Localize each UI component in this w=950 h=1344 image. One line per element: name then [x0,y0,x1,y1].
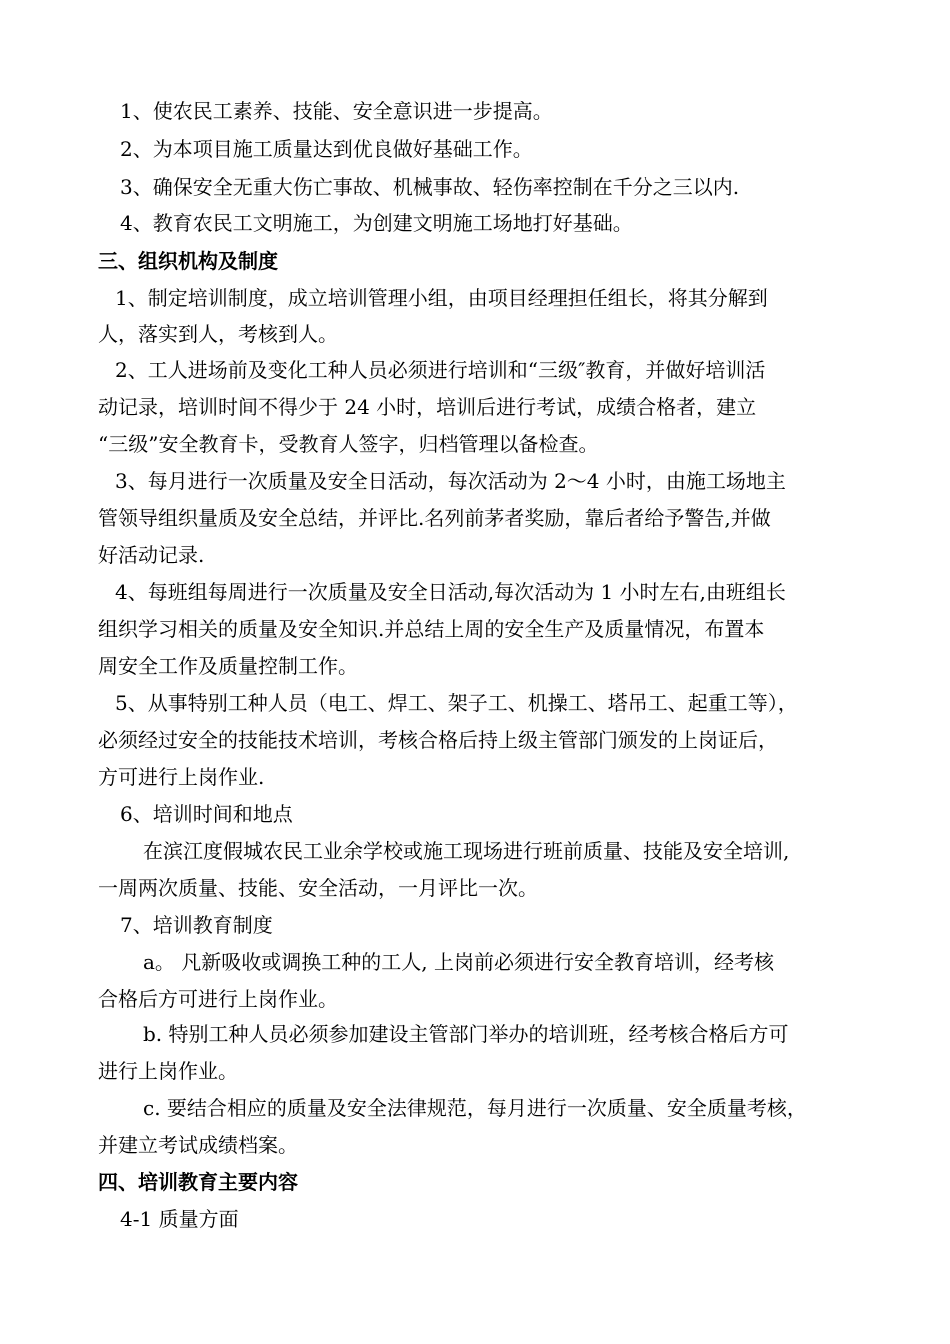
goal-item-4: 4、教育农民工文明施工，为创建文明施工场地打好基础。 [120,211,633,235]
rule-4-line-3: 周安全工作及质量控制工作。 [98,654,358,678]
rule-7-title: 7、培训教育制度 [120,913,273,937]
goal-item-1: 1、使农民工素养、技能、安全意识进一步提高。 [120,99,553,123]
rule-1-line-2: 人，落实到人，考核到人。 [98,322,338,346]
rule-5-line-1: 5、从事特别工种人员（电工、焊工、架子工、机操工、塔吊工、起重工等）， [115,691,798,715]
rule-5-line-3: 方可进行上岗作业. [98,765,265,789]
rule-2-line-1: 2、工人进场前及变化工种人员必须进行培训和“三级″教育，并做好培训活 [115,358,766,382]
section-heading-training-content: 四、培训教育主要内容 [98,1170,298,1194]
subsection-quality: 4-1 质量方面 [120,1207,239,1231]
rule-6-line-2: 一周两次质量、技能、安全活动，一月评比一次。 [98,876,538,900]
goal-item-2: 2、为本项目施工质量达到优良做好基础工作。 [120,137,533,161]
rule-7b-line-2: 进行上岗作业。 [98,1059,238,1083]
rule-1-line-1: 1、制定培训制度，成立培训管理小组，由项目经理担任组长，将其分解到 [115,286,768,310]
rule-7c-line-2: 并建立考试成绩档案。 [98,1133,298,1157]
rule-6-line-1: 在滨江度假城农民工业余学校或施工现场进行班前质量、技能及安全培训, [143,839,790,863]
rule-3-line-3: 好活动记录. [98,543,205,567]
rule-7b-line-1: b. 特别工种人员必须参加建设主管部门举办的培训班，经考核合格后方可 [143,1022,789,1046]
rule-6-title: 6、培训时间和地点 [120,802,293,826]
rule-7a-line-2: 合格后方可进行上岗作业。 [98,987,338,1011]
rule-5-line-2: 必须经过安全的技能技术培训，考核合格后持上级主管部门颁发的上岗证后， [98,728,778,752]
rule-3-line-2: 管领导组织量质及安全总结，并评比.名列前茅者奖励，靠后者给予警告,并做 [98,506,771,530]
rule-7c-line-1: c. 要结合相应的质量及安全法律规范，每月进行一次质量、安全质量考核， [143,1096,807,1120]
rule-4-line-2: 组织学习相关的质量及安全知识.并总结上周的安全生产及质量情况，布置本 [98,617,765,641]
rule-2-line-2: 动记录，培训时间不得少于 24 小时，培训后进行考试，成绩合格者，建立 [98,395,757,419]
rule-2-line-3: “三级”安全教育卡，受教育人签字，归档管理以备检查。 [98,432,599,456]
section-heading-organization: 三、组织机构及制度 [98,249,278,273]
rule-4-line-1: 4、每班组每周进行一次质量及安全日活动,每次活动为 1 小时左右,由班组长 [115,580,786,604]
rule-7a-line-1: a。 凡新吸收或调换工种的工人, 上岗前必须进行安全教育培训，经考核 [143,950,774,974]
rule-3-line-1: 3、每月进行一次质量及安全日活动，每次活动为 2～4 小时，由施工场地主 [115,469,786,493]
goal-item-3: 3、确保安全无重大伤亡事故、机械事故、轻伤率控制在千分之三以内. [120,175,740,199]
